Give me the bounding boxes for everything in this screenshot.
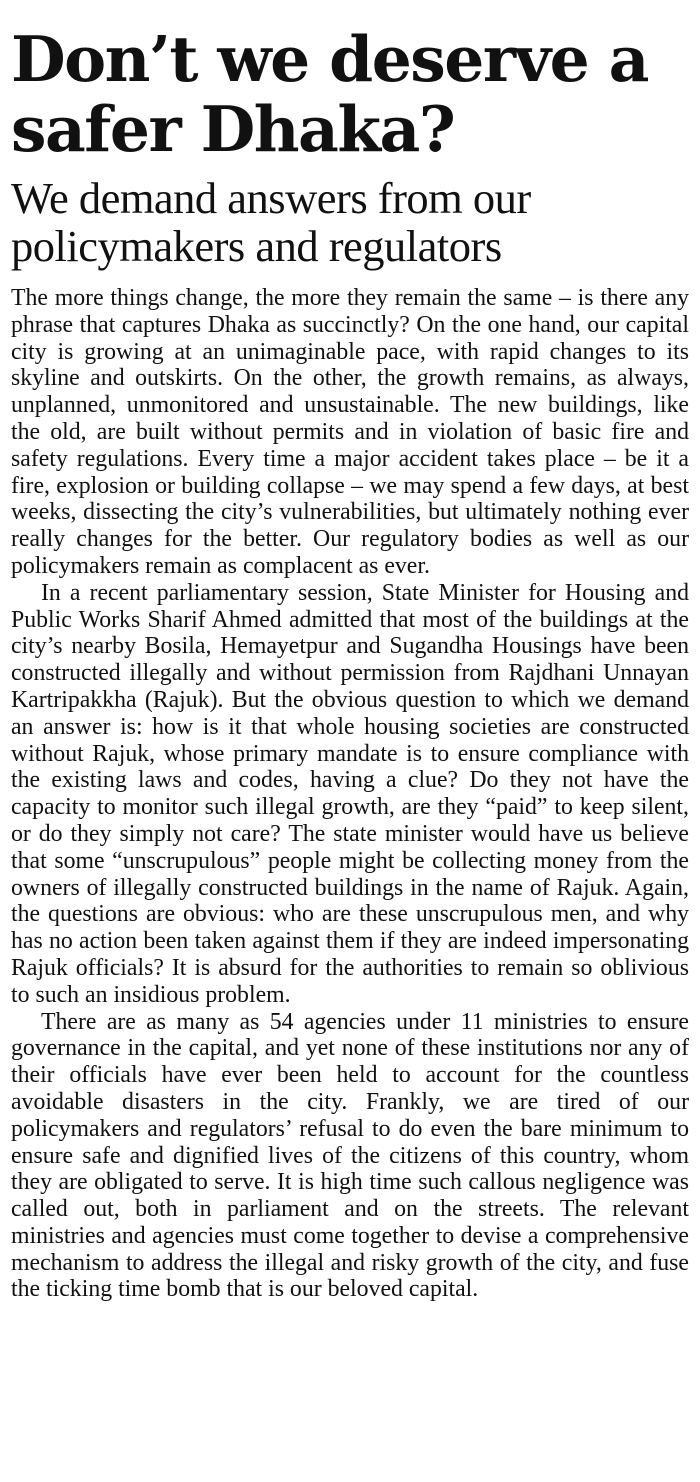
subheadline: We demand answers from our policymakers and regulators (11, 173, 531, 271)
editorial-article (11, 24, 689, 1303)
paragraph-1: The more things change, the more they remain the same – is there any phrase that captures Dhaka as succinctly? On the one hand, our capital city is growing at an unimaginable pace, with rapid changes to its skyline and outskirts. On the other, the growth remains, as always, unplanned, unmonitored and unsustainable. The new buildings, like the old, are built without permits and in violation of basic fire and safety regulations. Every time a major accident takes place – be it a fire, explosion or building collapse – we may spend a few days, at best weeks, dissecting the city’s vulnerabilities, but ultimately nothing ever really changes for the better. Our regulatory bodies as well as our policymakers remain as complacent as ever. (11, 285, 689, 579)
paragraph-2: In a recent parliamentary session, State Minister for Housing and Public Works Sharif Ahmed admitted that most of the buildings at the city’s nearby Bosila, Hemayetpur and Sugandha Housings have been constructed illegally and without permission from Rajdhani Unnayan Kartripakkha (Rajuk). But the obvious question to which we demand an answer is: how is it that whole housing societies are constructed without Rajuk, whose primary mandate is to ensure compliance with the existing laws and codes, having a clue? Do they not have the capacity to monitor such illegal growth, are they “paid” to keep silent, or do they simply not care? The state minister would have us believe that some “unscrupulous” people might be collecting money from the owners of illegally constructed buildings in the name of Rajuk. Again, the questions are obvious: who are these unscrupulous men, and why has no action been taken against them if they are indeed impersonating Rajuk officials? It is absurd for the authorities to remain so oblivious to such an insidious problem. (11, 579, 689, 1008)
headline: Don’t we deserve a safer Dhaka? (11, 22, 648, 166)
article-body (11, 285, 689, 1303)
paragraph-3: There are as many as 54 agencies under 11 ministries to ensure governance in the capital, and yet none of these institutions nor any of their officials have ever been held to account for the countless avoidable disasters in the city. Frankly, we are tired of our policymakers and regulators’ refusal to do even the bare minimum to ensure safe and dignified lives of the citizens of this country, whom they are obligated to serve. It is high time such callous negligence was called out, both in parliament and on the streets. The relevant ministries and agencies must come together to devise a comprehensive mechanism to address the illegal and risky growth of the city, and fuse the ticking time bomb that is our beloved capital. (11, 1008, 689, 1303)
